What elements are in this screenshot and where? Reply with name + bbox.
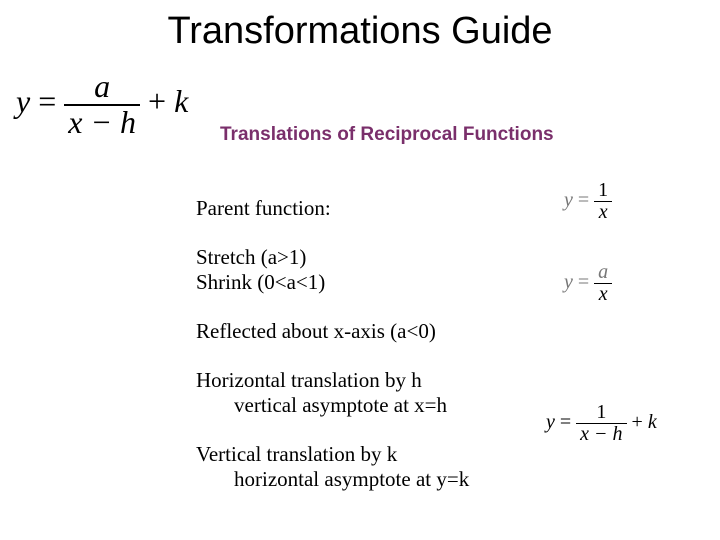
transformation-notes — [196, 196, 469, 492]
note-parent: Parent function: — [196, 196, 331, 220]
formula-equals: = — [577, 189, 590, 212]
translation-formula — [546, 402, 657, 445]
formula-equals: = — [559, 411, 572, 434]
formula-numerator: 1 — [594, 180, 612, 202]
formula-fraction — [64, 70, 140, 139]
formula-fraction — [594, 262, 612, 305]
formula-equals: = — [38, 82, 57, 119]
spacer — [196, 344, 469, 368]
formula-fraction — [594, 180, 612, 223]
note-vertical: Vertical translation by k — [196, 442, 398, 466]
formula-denominator: x − h — [580, 423, 623, 445]
general-formula — [16, 70, 188, 139]
formula-plus: + — [631, 411, 643, 434]
section-subtitle: Translations of Reciprocal Functions — [220, 124, 554, 145]
formula-numerator: a — [64, 70, 140, 106]
note-reflected: Reflected about x-axis (a<0) — [196, 319, 436, 343]
formula-y: y — [16, 82, 31, 119]
spacer — [196, 221, 469, 245]
formula-equals: = — [577, 271, 590, 294]
note-horizontal: Horizontal translation by h — [196, 368, 422, 392]
stretch-formula — [564, 262, 612, 305]
formula-numerator: a — [594, 262, 612, 284]
formula-k: k — [647, 411, 657, 434]
formula-y: y — [564, 271, 573, 294]
formula-denominator: x − h — [68, 103, 137, 140]
formula-denominator: x — [598, 201, 608, 223]
formula-denominator: x — [598, 283, 608, 305]
formula-plus: + — [148, 82, 167, 119]
formula-numerator: 1 — [576, 402, 626, 424]
parent-formula — [564, 180, 612, 223]
note-shrink: Shrink (0<a<1) — [196, 270, 326, 294]
note-horizontal-asymptote: horizontal asymptote at y=k — [234, 467, 470, 491]
formula-fraction — [576, 402, 626, 445]
formula-y: y — [564, 189, 573, 212]
spacer — [196, 295, 469, 319]
formula-k: k — [174, 82, 189, 119]
page-title: Transformations Guide — [167, 10, 553, 52]
spacer — [196, 418, 469, 442]
formula-y: y — [546, 411, 555, 434]
note-stretch: Stretch (a>1) — [196, 245, 307, 269]
note-vertical-asymptote: vertical asymptote at x=h — [234, 393, 448, 417]
